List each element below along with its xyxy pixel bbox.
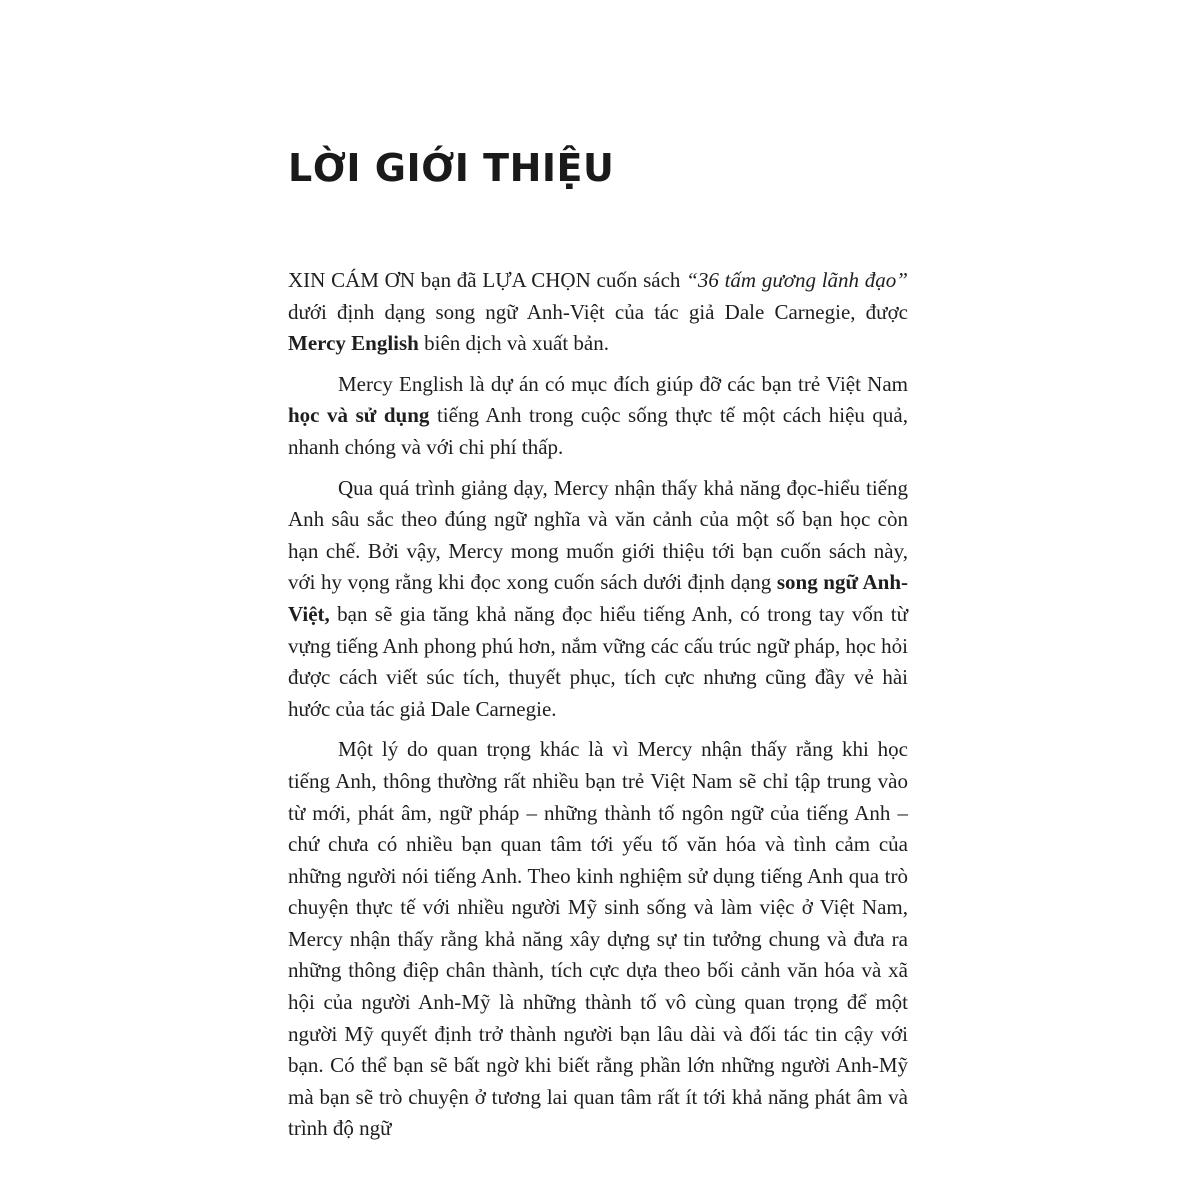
- emphasis-text: song ngữ Anh-Việt,: [288, 570, 908, 626]
- text-run: Một lý do quan trọng khác là vì Mercy nhận thấy rằng khi học tiếng Anh, thông thường rất nhiều bạn trẻ Việt Nam sẽ chỉ tập trung vào từ mới, phát âm, ngữ pháp – những thành tố ngôn ngữ của tiếng Anh – chứ chưa có nhiều bạn quan tâm tới yếu tố văn hóa và tình cảm của những người nói tiếng Anh. Theo kinh nghiệm sử dụng tiếng Anh qua trò chuyện thực tế với nhiều người Mỹ sinh sống và làm việc ở Việt Nam, Mercy nhận thấy rằng khả năng xây dựng sự tin tưởng chung và đưa ra những thông điệp chân thành, tích cực dựa theo bối cảnh văn hóa và xã hội của người Anh-Mỹ là những thành tố vô cùng quan trọng để một người Mỹ quyết định trở thành người bạn lâu dài và đối tác tin cậy với bạn. Có thể bạn sẽ bất ngờ khi biết rằng phần lớn những người Anh-Mỹ mà bạn sẽ trò chuyện ở tương lai quan tâm rất ít tới khả năng phát âm và trình độ ngữ: [288, 737, 908, 1141]
- emphasis-text: học và sử dụng: [288, 403, 430, 428]
- text-run: tiếng Anh trong cuộc sống thực tế một cách hiệu quả, nhanh chóng và với chi phí thấp.: [288, 403, 908, 459]
- text-run: XIN CÁM ƠN bạn đã LỰA CHỌN cuốn sách: [288, 268, 687, 292]
- paragraph-1: [288, 265, 908, 360]
- text-run: dưới định dạng song ngữ Anh-Việt của tác giả Dale Carnegie, được: [288, 299, 908, 324]
- page-body: [288, 265, 908, 1154]
- text-run: bạn sẽ gia tăng khả năng đọc hiểu tiếng Anh, có trong tay vốn từ vựng tiếng Anh phong phú hơn, nắm vững các cấu trúc ngữ pháp, học hỏi được cách viết súc tích, thuyết phục, tích cực nhưng cũng đầy vẻ hài hước của tác giả Dale Carnegie.: [288, 601, 908, 721]
- paragraph-4: [288, 734, 908, 1145]
- paragraph-3: [288, 473, 908, 726]
- paragraph-2: [288, 369, 908, 464]
- text-run: Qua quá trình giảng dạy, Mercy nhận thấy khả năng đọc-hiểu tiếng Anh sâu sắc theo đúng ngữ nghĩa và văn cảnh của một số bạn học còn hạn chế. Bởi vậy, Mercy mong muốn giới thiệu tới bạn cuốn sách này, với hy vọng rằng khi đọc xong cuốn sách dưới định dạng: [288, 475, 908, 595]
- page-title: LỜI GIỚI THIỆU: [288, 146, 615, 190]
- text-run: Mercy English là dự án có mục đích giúp đỡ các bạn trẻ Việt Nam: [338, 371, 908, 396]
- publisher-name: Mercy English: [288, 331, 419, 356]
- book-title-text: “36 tấm gương lãnh đạo”: [686, 268, 908, 292]
- text-run: biên dịch và xuất bản.: [418, 331, 609, 356]
